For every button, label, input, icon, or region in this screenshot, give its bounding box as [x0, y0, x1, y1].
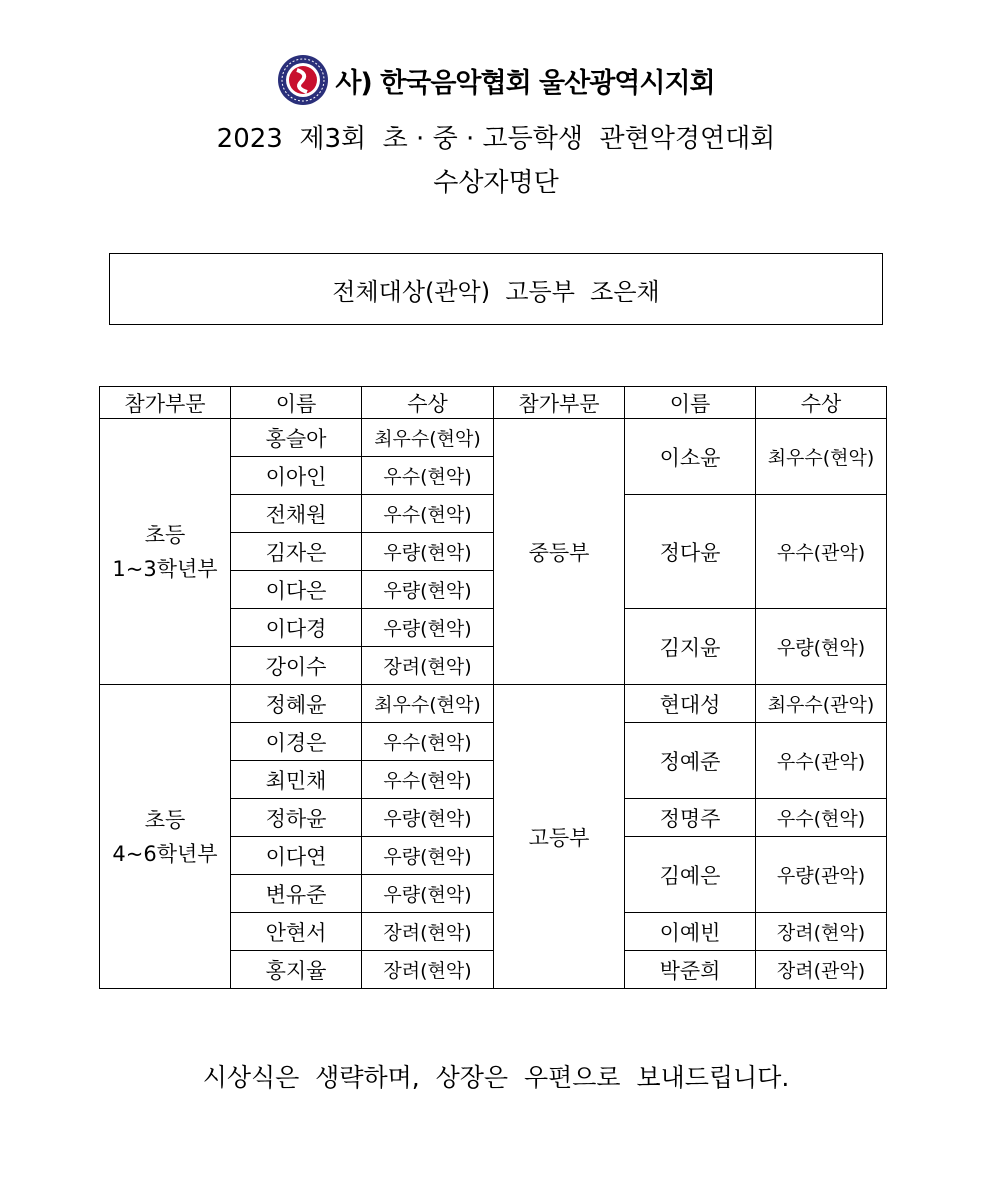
table-row	[100, 419, 887, 457]
winner-award: 우수(관악)	[756, 723, 887, 799]
winner-award: 우수(관악)	[756, 495, 887, 609]
winner-name: 강이수	[231, 647, 362, 685]
winner-name: 이다경	[231, 609, 362, 647]
winner-award: 우량(현악)	[362, 799, 494, 837]
winner-name: 김자은	[231, 533, 362, 571]
winner-award: 우량(현악)	[362, 875, 494, 913]
winner-award: 최우수(현악)	[756, 419, 887, 495]
winner-name: 전채원	[231, 495, 362, 533]
winner-award: 우수(현악)	[362, 761, 494, 799]
winner-name: 홍슬아	[231, 419, 362, 457]
contest-title: 2023 제3회 초 · 중 · 고등학생 관현악경연대회	[216, 124, 776, 154]
winner-name: 정명주	[625, 799, 756, 837]
winner-award: 우량(현악)	[362, 571, 494, 609]
division-elementary-lower: 초등 1~3학년부	[100, 419, 231, 685]
winner-name: 안현서	[231, 913, 362, 951]
footer-notice: 시상식은 생략하며, 상장은 우편으로 보내드립니다.	[202, 1063, 790, 1092]
winner-name: 이소윤	[625, 419, 756, 495]
winner-name: 정다윤	[625, 495, 756, 609]
winner-name: 홍지율	[231, 951, 362, 989]
winner-name: 정하윤	[231, 799, 362, 837]
grand-prize-text: 전체대상(관악) 고등부 조은채	[332, 277, 660, 306]
winner-name: 변유준	[231, 875, 362, 913]
division-middle-school: 중등부	[494, 419, 625, 685]
winner-award: 우량(현악)	[362, 609, 494, 647]
header-division: 참가부문	[494, 387, 625, 419]
winner-award: 우량(관악)	[756, 837, 887, 913]
header	[0, 54, 992, 106]
winners-table	[99, 386, 887, 989]
header-name: 이름	[231, 387, 362, 419]
winner-award: 장려(현악)	[756, 913, 887, 951]
list-title: 수상자명단	[433, 168, 559, 198]
division-elementary-upper: 초등 4~6학년부	[100, 685, 231, 989]
winner-name: 현대성	[625, 685, 756, 723]
header-award: 수상	[756, 387, 887, 419]
winner-name: 정예준	[625, 723, 756, 799]
winner-name: 김예은	[625, 837, 756, 913]
winner-name: 최민채	[231, 761, 362, 799]
winner-name: 이경은	[231, 723, 362, 761]
winner-award: 장려(관악)	[756, 951, 887, 989]
table-row	[100, 685, 887, 723]
winner-award: 최우수(현악)	[362, 685, 494, 723]
winner-award: 우수(현악)	[362, 723, 494, 761]
header-division: 참가부문	[100, 387, 231, 419]
winner-name: 이다연	[231, 837, 362, 875]
association-logo-icon	[277, 54, 329, 106]
grand-prize-box	[109, 253, 883, 325]
org-name: 사) 한국음악협회 울산광역시지회	[335, 67, 715, 99]
winner-award: 우량(현악)	[362, 533, 494, 571]
winner-award: 우수(현악)	[362, 495, 494, 533]
winner-name: 이예빈	[625, 913, 756, 951]
header-name: 이름	[625, 387, 756, 419]
winner-award: 우수(현악)	[362, 457, 494, 495]
winner-name: 정혜윤	[231, 685, 362, 723]
winner-award: 최우수(현악)	[362, 419, 494, 457]
table-header-row	[100, 387, 887, 419]
winner-name: 이다은	[231, 571, 362, 609]
winner-name: 김지윤	[625, 609, 756, 685]
winner-name: 박준희	[625, 951, 756, 989]
winner-award: 최우수(관악)	[756, 685, 887, 723]
winner-award: 우수(현악)	[756, 799, 887, 837]
winner-award: 장려(현악)	[362, 647, 494, 685]
division-high-school: 고등부	[494, 685, 625, 989]
winner-award: 우량(현악)	[756, 609, 887, 685]
winner-award: 장려(현악)	[362, 951, 494, 989]
header-award: 수상	[362, 387, 494, 419]
winner-name: 이아인	[231, 457, 362, 495]
winner-award: 우량(현악)	[362, 837, 494, 875]
winner-award: 장려(현악)	[362, 913, 494, 951]
